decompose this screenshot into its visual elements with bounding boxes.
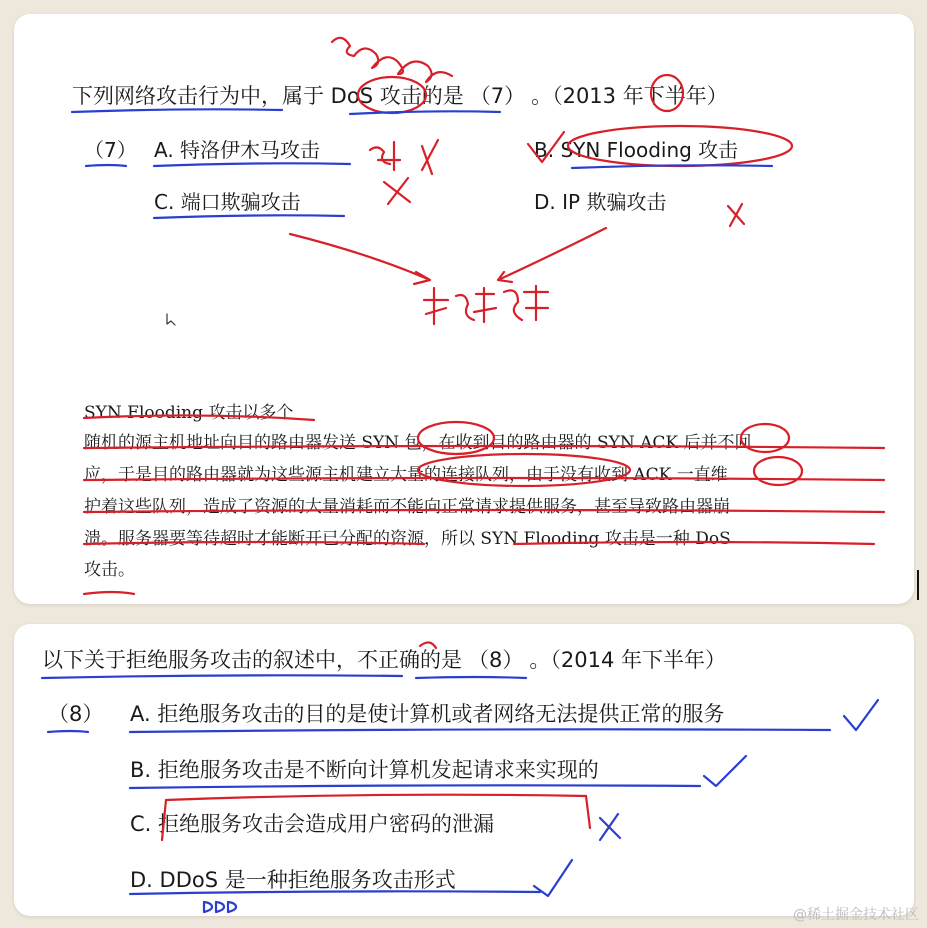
q7-stem-line [72,80,728,110]
cursor-icon [167,314,175,325]
q8-number: （8） [48,702,104,726]
q7-stem: 下列网络攻击行为中，属于 DoS 攻击的是 [72,84,464,108]
q8-stem: 以下关于拒绝服务攻击的叙述中，不正确的是 [42,648,462,672]
circle-mark [754,457,802,485]
q7-tail: 。（2013 年下半年） [531,84,728,108]
q8-stem-line [42,644,726,674]
option-text: DDoS 是一种拒绝服务攻击形式 [159,868,456,892]
q8-option-d [130,864,456,894]
explanation-line-5: 溃。服务器要等待超时才能断开已分配的资源，所以 SYN Flooding 攻击是一种 DoS [84,529,731,549]
underline-mark [416,677,526,678]
option-text: 拒绝服务攻击的目的是使计算机或者网络无法提供正常的服务 [157,702,725,726]
option-text: 端口欺骗攻击 [180,190,301,214]
option-letter: C. [130,812,152,836]
option-letter: D. [130,868,153,892]
explanation-line-3: 应，于是目的路由器就为这些源主机建立大量的连接队列，由于没有收到 ACK 一直维 [84,465,728,485]
underline-mark [84,592,134,594]
underline-mark [154,215,344,218]
cross-icon [600,814,620,840]
arrow-icon [290,234,430,284]
option-letter: B. [130,758,152,782]
check-icon [534,860,572,896]
question-7-card [14,14,914,604]
explanation-line-2: 随机的源主机地址向目的路由器发送 SYN 包，在收到目的路由器的 SYN ACK 后并不回 [84,433,752,453]
option-letter: C. [154,190,175,214]
underline-mark [130,785,700,788]
question-8-card [14,624,914,916]
option-letter: D. [534,190,556,214]
q8-option-c [130,808,494,838]
q8-blank: （8） [468,648,524,672]
scrollbar-indicator[interactable] [917,570,919,600]
check-icon [844,700,878,730]
q7-number: （7） [84,138,137,162]
option-text: SYN Flooding 攻击 [560,138,739,162]
q8-option-a [130,698,724,728]
option-text: 拒绝服务攻击会造成用户密码的泄漏 [158,812,495,836]
underline-mark [42,675,402,678]
check-icon [704,756,746,786]
option-letter: A. [130,702,151,726]
cross-icon [728,204,744,226]
option-text: IP 欺骗攻击 [562,190,667,214]
scribble-icon [424,286,548,324]
arrow-icon [498,228,606,282]
q7-option-c [154,186,301,215]
underline-mark [48,731,88,732]
cross-icon [384,178,410,204]
q8-tail: 。（2014 年下半年） [529,648,726,672]
q7-option-b [534,134,738,163]
explanation-line-1: SYN Flooding 攻击以多个 [84,403,294,423]
scribble-icon [370,142,400,170]
explanation-line-6: 攻击。 [84,560,135,580]
scribble-icon [204,902,236,912]
option-text: 拒绝服务攻击是不断向计算机发起请求来实现的 [157,758,599,782]
option-text: 特洛伊木马攻击 [180,138,321,162]
underline-mark [130,729,830,732]
option-letter: B. [534,138,555,162]
scribble-icon [332,38,452,82]
underline-mark [86,165,126,166]
watermark: @稀土掘金技术社区 [793,907,919,923]
cross-icon [422,140,438,174]
explanation-line-4: 护着这些队列，造成了资源的大量消耗而不能向正常请求提供服务，甚至导致路由器崩 [84,497,730,517]
q8-option-b [130,754,599,784]
underline-mark [572,165,772,168]
q7-blank: （7） [469,84,526,108]
underline-mark [154,163,350,166]
q7-option-a [154,134,320,163]
q7-option-d [534,186,666,215]
underline-mark [350,111,500,114]
option-letter: A. [154,138,174,162]
